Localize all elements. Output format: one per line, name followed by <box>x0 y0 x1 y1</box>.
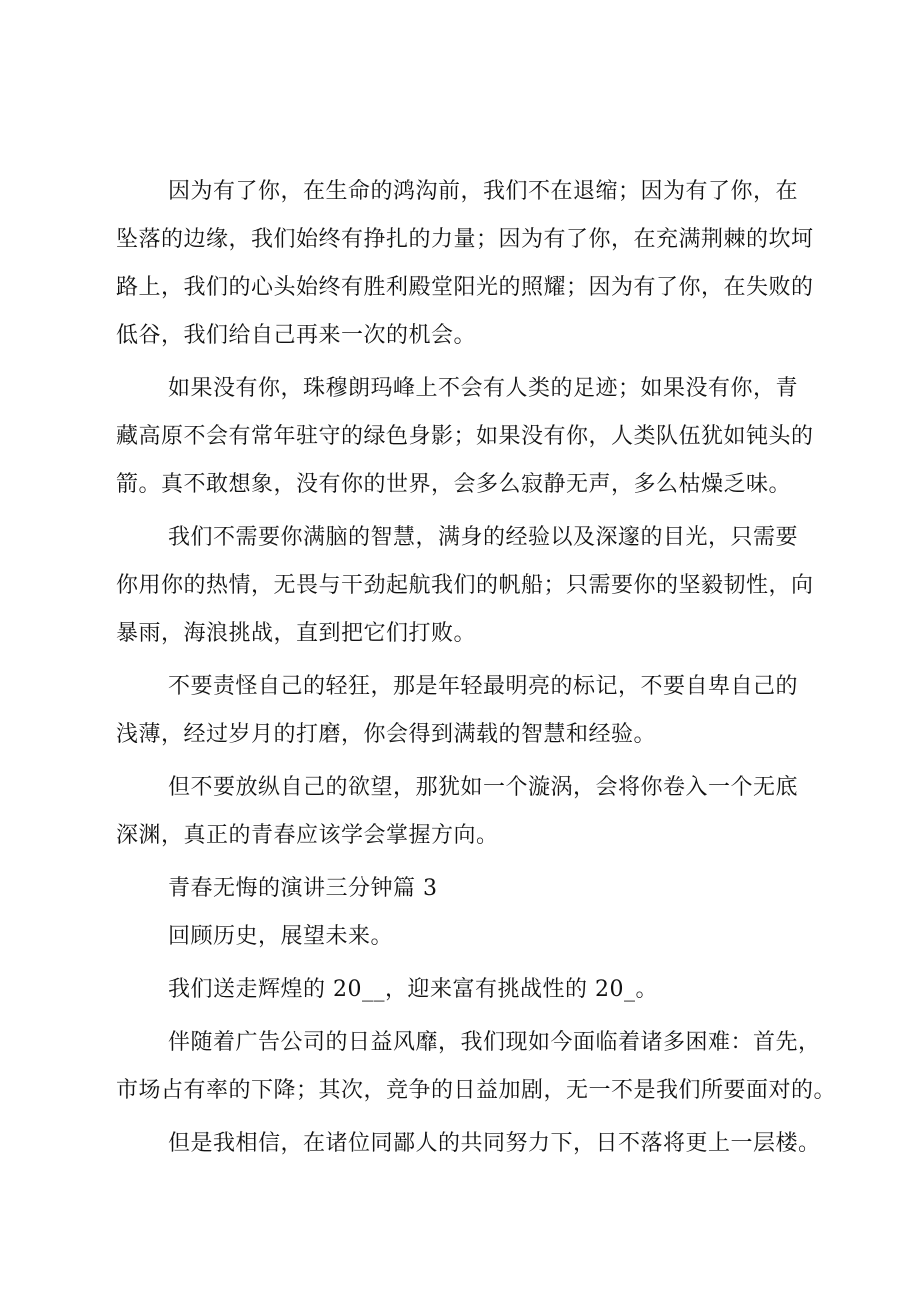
short-line <box>116 966 830 1014</box>
text-line: 你用你的热情，无畏与干劲起航我们的帆船；只需要你的坚毅韧性，向 <box>116 573 814 598</box>
text-line: 藏高原不会有常年驻守的绿色身影；如果没有你，人类队伍犹如钝头的 <box>116 424 814 449</box>
section-heading <box>116 865 830 913</box>
section-heading-text: 青春无悔的演讲三分钟篇 3 <box>168 876 438 901</box>
text-line: 浅薄，经过岁月的打磨，你会得到满载的智慧和经验。 <box>116 722 657 747</box>
paragraph <box>116 663 830 759</box>
short-line <box>116 913 830 961</box>
document-body <box>116 168 837 1168</box>
text-line: 坠落的边缘，我们始终有挣扎的力量；因为有了你，在充满荆棘的坎坷 <box>116 227 814 252</box>
paragraph <box>116 365 830 509</box>
text-line: 深渊，真正的青春应该学会掌握方向。 <box>116 823 499 848</box>
text-line: 路上，我们的心头始终有胜利殿堂阳光的照耀；因为有了你，在失败的 <box>116 275 814 300</box>
paragraph <box>116 764 830 860</box>
paragraph <box>116 1120 830 1168</box>
text-line: 我们不需要你满脑的智慧，满身的经验以及深邃的目光，只需要 <box>168 525 799 550</box>
text-line: 但不要放纵自己的欲望，那犹如一个漩涡，会将你卷入一个无底 <box>168 775 799 800</box>
text-line: 如果没有你，珠穆朗玛峰上不会有人类的足迹；如果没有你，青 <box>168 376 799 401</box>
text-line: 暴雨，海浪挑战，直到把它们打败。 <box>116 621 477 646</box>
paragraph <box>116 514 830 658</box>
text-line: 市场占有率的下降；其次，竞争的日益加剧，无一不是我们所要面对的。 <box>116 1078 837 1103</box>
text-line: 回顾历史，展望未来。 <box>168 924 394 949</box>
text-line: 箭。真不敢想象，没有你的世界，会多么寂静无声，多么枯燥乏味。 <box>116 472 792 497</box>
paragraph <box>116 1019 837 1115</box>
text-line: 不要责怪自己的轻狂，那是年轻最明亮的标记，不要自卑自己的 <box>168 674 799 699</box>
text-line: 低谷，我们给自己再来一次的机会。 <box>116 323 477 348</box>
paragraph <box>116 168 830 360</box>
text-line: 因为有了你，在生命的鸿沟前，我们不在退缩；因为有了你，在 <box>168 179 799 204</box>
text-line: 伴随着广告公司的日益风靡，我们现如今面临着诸多困难：首先， <box>168 1030 821 1055</box>
text-line: 但是我相信，在诸位同鄙人的共同努力下，日不落将更上一层楼。 <box>168 1131 821 1156</box>
text-line: 我们送走辉煌的 20__，迎来富有挑战性的 20_。 <box>168 977 658 1002</box>
